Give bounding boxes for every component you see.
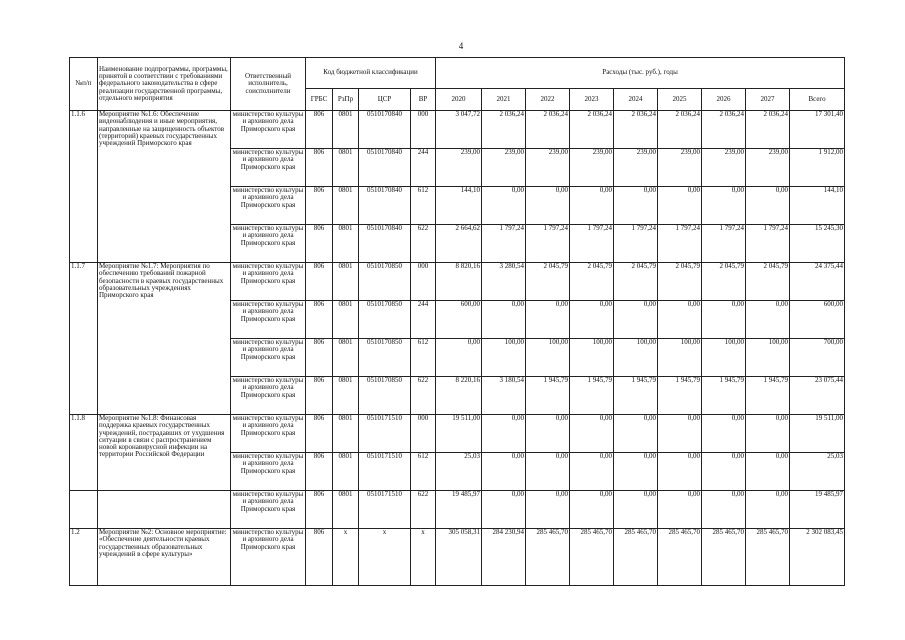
row-index: 1.1.8 <box>70 415 98 491</box>
code-grbs: 806 <box>306 453 333 491</box>
expense-value: 100,00 <box>702 339 746 377</box>
expense-value: 25,03 <box>436 453 482 491</box>
expense-value: 239,00 <box>702 149 746 187</box>
expense-value: 25,03 <box>790 453 845 491</box>
code-csr: 0510171510 <box>359 453 411 491</box>
code-grbs: 806 <box>306 149 333 187</box>
expense-value: 0,00 <box>614 187 658 225</box>
expense-value: 239,00 <box>614 149 658 187</box>
header-executor: Ответственный исполнитель, соисполнители <box>231 58 306 111</box>
expense-value: 2 302 083,45 <box>790 529 845 586</box>
expense-value: 0,00 <box>570 491 614 529</box>
expense-value: 2 036,24 <box>570 111 614 149</box>
expense-value: 0,00 <box>526 301 570 339</box>
header-year-col: 2024 <box>614 89 658 111</box>
expense-value: 1 797,24 <box>614 225 658 263</box>
expense-value: 8 220,16 <box>436 377 482 415</box>
expense-value: 0,00 <box>702 453 746 491</box>
code-csr: 0510170850 <box>359 377 411 415</box>
code-csr: 0510171510 <box>359 415 411 453</box>
row-index: 1.1.6 <box>70 111 98 263</box>
code-rzpr: 0801 <box>333 453 359 491</box>
expense-value: 0,00 <box>614 301 658 339</box>
expense-value: 285 465,70 <box>746 529 790 586</box>
expense-value: 2 045,79 <box>702 263 746 301</box>
expense-value: 100,00 <box>570 339 614 377</box>
expense-value: 1 797,24 <box>526 225 570 263</box>
expense-value: 19 485,97 <box>790 491 845 529</box>
expense-value: 8 820,16 <box>436 263 482 301</box>
expense-value: 0,00 <box>746 301 790 339</box>
table-row <box>70 529 845 586</box>
expense-value: 24 375,44 <box>790 263 845 301</box>
row-executor: министерство культуры и архивного дела Приморского края <box>231 187 306 225</box>
code-rzpr: 0801 <box>333 377 359 415</box>
expense-value: 1 797,24 <box>658 225 702 263</box>
header-index: №п/п <box>70 58 98 111</box>
row-executor: министерство культуры и архивного дела Приморского края <box>231 225 306 263</box>
expense-value: 239,00 <box>526 149 570 187</box>
expense-value: 0,00 <box>746 187 790 225</box>
expense-value: 0,00 <box>526 453 570 491</box>
row-name: Мероприятие №2: Основное мероприятие: «Обеспечение деятельности краевых государственных образовательных учреждений в сфере культуры» <box>98 529 231 586</box>
expense-value: 0,00 <box>526 187 570 225</box>
expense-value: 0,00 <box>570 415 614 453</box>
code-grbs: 806 <box>306 377 333 415</box>
table-row <box>70 111 845 149</box>
expense-value: 2 036,24 <box>482 111 526 149</box>
expense-value: 239,00 <box>570 149 614 187</box>
expense-value: 600,00 <box>436 301 482 339</box>
expense-value: 0,00 <box>482 453 526 491</box>
code-rzpr: 0801 <box>333 149 359 187</box>
budget-expenses-table <box>69 57 845 586</box>
expense-value: 2 036,24 <box>614 111 658 149</box>
expense-value: 2 036,24 <box>526 111 570 149</box>
expense-value: 144,10 <box>790 187 845 225</box>
expense-value: 3 180,54 <box>482 377 526 415</box>
code-vr: 622 <box>411 225 436 263</box>
expense-value: 0,00 <box>702 187 746 225</box>
code-grbs: 806 <box>306 339 333 377</box>
code-grbs: 806 <box>306 263 333 301</box>
expense-value: 239,00 <box>482 149 526 187</box>
expense-value: 305 058,31 <box>436 529 482 586</box>
expense-value: 1 945,79 <box>526 377 570 415</box>
expense-value: 0,00 <box>482 187 526 225</box>
expense-value: 0,00 <box>746 453 790 491</box>
expense-value: 19 511,00 <box>790 415 845 453</box>
header-code-col: РзПр <box>333 89 359 111</box>
code-csr: x <box>359 529 411 586</box>
row-executor: министерство культуры и архивного дела Приморского края <box>231 149 306 187</box>
expense-value: 19 511,00 <box>436 415 482 453</box>
code-vr: 612 <box>411 187 436 225</box>
code-rzpr: 0801 <box>333 339 359 377</box>
expense-value: 0,00 <box>570 187 614 225</box>
expense-value: 0,00 <box>746 415 790 453</box>
code-grbs: 806 <box>306 529 333 586</box>
row-name: Мероприятие №1.6: Обеспечение видеонаблюдения и иные мероприятия, направленные на защищенность объектов (территорий) краевых государственных учреждений Приморского края <box>98 111 231 263</box>
expense-value: 0,00 <box>526 415 570 453</box>
header-year-col: Всего <box>790 89 845 111</box>
header-expenses: Расходы (тыс. руб.), годы <box>436 58 845 89</box>
expense-value: 2 036,24 <box>702 111 746 149</box>
expense-value: 285 465,70 <box>658 529 702 586</box>
expense-value: 2 045,79 <box>526 263 570 301</box>
expense-value: 0,00 <box>702 301 746 339</box>
code-vr: 000 <box>411 111 436 149</box>
code-grbs: 806 <box>306 415 333 453</box>
expense-value: 0,00 <box>746 491 790 529</box>
code-vr: x <box>411 529 436 586</box>
expense-value: 2 045,79 <box>614 263 658 301</box>
expense-value: 1 797,24 <box>570 225 614 263</box>
expense-value: 0,00 <box>482 415 526 453</box>
expense-value: 15 245,30 <box>790 225 845 263</box>
expense-value: 239,00 <box>746 149 790 187</box>
row-index-empty <box>70 491 98 529</box>
header-year-col: 2027 <box>746 89 790 111</box>
header-name: Наименование подпрограммы, программы, принятой в соответствии с требованиями федерального законодательства в сфере реализации государственной программы, отдельного мероприятия <box>98 58 231 111</box>
expense-value: 23 075,44 <box>790 377 845 415</box>
row-executor: министерство культуры и архивного дела Приморского края <box>231 339 306 377</box>
expense-value: 1 797,24 <box>482 225 526 263</box>
code-csr: 0510170850 <box>359 301 411 339</box>
expense-value: 2 036,24 <box>658 111 702 149</box>
code-grbs: 806 <box>306 301 333 339</box>
expense-value: 2 045,79 <box>570 263 614 301</box>
expense-value: 285 465,70 <box>526 529 570 586</box>
table-row <box>70 491 845 529</box>
expense-value: 0,00 <box>614 415 658 453</box>
table-row <box>70 263 845 301</box>
row-executor: министерство культуры и архивного дела Приморского края <box>231 301 306 339</box>
expense-value: 285 465,70 <box>614 529 658 586</box>
expense-value: 1 797,24 <box>702 225 746 263</box>
row-name-empty <box>98 491 231 529</box>
expense-value: 2 664,62 <box>436 225 482 263</box>
expense-value: 144,10 <box>436 187 482 225</box>
expense-value: 285 465,70 <box>702 529 746 586</box>
code-grbs: 806 <box>306 187 333 225</box>
code-rzpr: 0801 <box>333 187 359 225</box>
expense-value: 0,00 <box>658 301 702 339</box>
expense-value: 0,00 <box>658 415 702 453</box>
expense-value: 100,00 <box>746 339 790 377</box>
row-executor: министерство культуры и архивного дела Приморского края <box>231 453 306 491</box>
code-grbs: 806 <box>306 491 333 529</box>
code-grbs: 806 <box>306 111 333 149</box>
row-executor: министерство культуры и архивного дела Приморского края <box>231 415 306 453</box>
code-csr: 0510170840 <box>359 225 411 263</box>
code-vr: 612 <box>411 339 436 377</box>
row-name: Мероприятие №1.8: Финансовая поддержка краевых государственных учреждений, пострадавших от ухудшения ситуации в связи с распространением новой коронавирусной инфекции на территории Российской Федерации <box>98 415 231 491</box>
header-year-col: 2021 <box>482 89 526 111</box>
expense-value: 0,00 <box>482 491 526 529</box>
expense-value: 3 047,72 <box>436 111 482 149</box>
page-number: 4 <box>458 41 464 51</box>
expense-value: 1 945,79 <box>746 377 790 415</box>
expense-value: 17 301,40 <box>790 111 845 149</box>
expense-value: 0,00 <box>658 187 702 225</box>
code-rzpr: 0801 <box>333 301 359 339</box>
expense-value: 1 912,00 <box>790 149 845 187</box>
expense-value: 1 945,79 <box>702 377 746 415</box>
header-code-col: ВР <box>411 89 436 111</box>
header-code-col: ГРБС <box>306 89 333 111</box>
code-csr: 0510170850 <box>359 339 411 377</box>
code-csr: 0510170840 <box>359 187 411 225</box>
expense-value: 0,00 <box>570 453 614 491</box>
row-executor: министерство культуры и архивного дела Приморского края <box>231 111 306 149</box>
expense-value: 1 945,79 <box>570 377 614 415</box>
code-vr: 622 <box>411 377 436 415</box>
row-index: 1.2 <box>70 529 98 586</box>
expense-value: 0,00 <box>570 301 614 339</box>
header-year-col: 2022 <box>526 89 570 111</box>
header-year-col: 2026 <box>702 89 746 111</box>
row-executor: министерство культуры и архивного дела Приморского края <box>231 263 306 301</box>
expense-value: 3 280,54 <box>482 263 526 301</box>
code-csr: 0510170850 <box>359 263 411 301</box>
expense-value: 0,00 <box>658 491 702 529</box>
expense-value: 100,00 <box>526 339 570 377</box>
expense-value: 700,00 <box>790 339 845 377</box>
header-budget-code: Код бюджетной классификации <box>306 58 436 89</box>
expense-value: 1 945,79 <box>658 377 702 415</box>
code-rzpr: 0801 <box>333 225 359 263</box>
expense-value: 2 045,79 <box>746 263 790 301</box>
expense-value: 600,00 <box>790 301 845 339</box>
expense-value: 0,00 <box>702 415 746 453</box>
expense-value: 2 045,79 <box>658 263 702 301</box>
row-executor: министерство культуры и архивного дела Приморского края <box>231 529 306 586</box>
code-vr: 244 <box>411 149 436 187</box>
code-rzpr: 0801 <box>333 415 359 453</box>
expense-value: 2 036,24 <box>746 111 790 149</box>
expense-value: 0,00 <box>526 491 570 529</box>
code-rzpr: x <box>333 529 359 586</box>
code-vr: 000 <box>411 263 436 301</box>
header-year-col: 2020 <box>436 89 482 111</box>
expense-value: 19 485,97 <box>436 491 482 529</box>
expense-value: 100,00 <box>614 339 658 377</box>
expense-value: 0,00 <box>482 301 526 339</box>
expense-value: 0,00 <box>614 491 658 529</box>
expense-value: 239,00 <box>658 149 702 187</box>
code-csr: 0510171510 <box>359 491 411 529</box>
table-row <box>70 415 845 453</box>
header-year-col: 2025 <box>658 89 702 111</box>
expense-value: 100,00 <box>658 339 702 377</box>
code-rzpr: 0801 <box>333 491 359 529</box>
expense-value: 1 945,79 <box>614 377 658 415</box>
row-index: 1.1.7 <box>70 263 98 415</box>
code-rzpr: 0801 <box>333 263 359 301</box>
code-csr: 0510170840 <box>359 111 411 149</box>
row-name: Мероприятие №1.7: Мероприятия по обеспечению требований пожарной безопасности в краевых государственных образовательных учреждениях Приморского края <box>98 263 231 415</box>
row-executor: министерство культуры и архивного дела Приморского края <box>231 377 306 415</box>
header-year-col: 2023 <box>570 89 614 111</box>
expense-value: 100,00 <box>482 339 526 377</box>
expense-value: 1 797,24 <box>746 225 790 263</box>
code-csr: 0510170840 <box>359 149 411 187</box>
code-vr: 000 <box>411 415 436 453</box>
code-vr: 612 <box>411 453 436 491</box>
code-vr: 244 <box>411 301 436 339</box>
expense-value: 239,00 <box>436 149 482 187</box>
expense-value: 0,00 <box>702 491 746 529</box>
header-code-col: ЦСР <box>359 89 411 111</box>
code-rzpr: 0801 <box>333 111 359 149</box>
row-executor: министерство культуры и архивного дела Приморского края <box>231 491 306 529</box>
expense-value: 0,00 <box>614 453 658 491</box>
expense-value: 284 230,94 <box>482 529 526 586</box>
code-grbs: 806 <box>306 225 333 263</box>
code-vr: 622 <box>411 491 436 529</box>
expense-value: 285 465,70 <box>570 529 614 586</box>
expense-value: 0,00 <box>436 339 482 377</box>
expense-value: 0,00 <box>658 453 702 491</box>
